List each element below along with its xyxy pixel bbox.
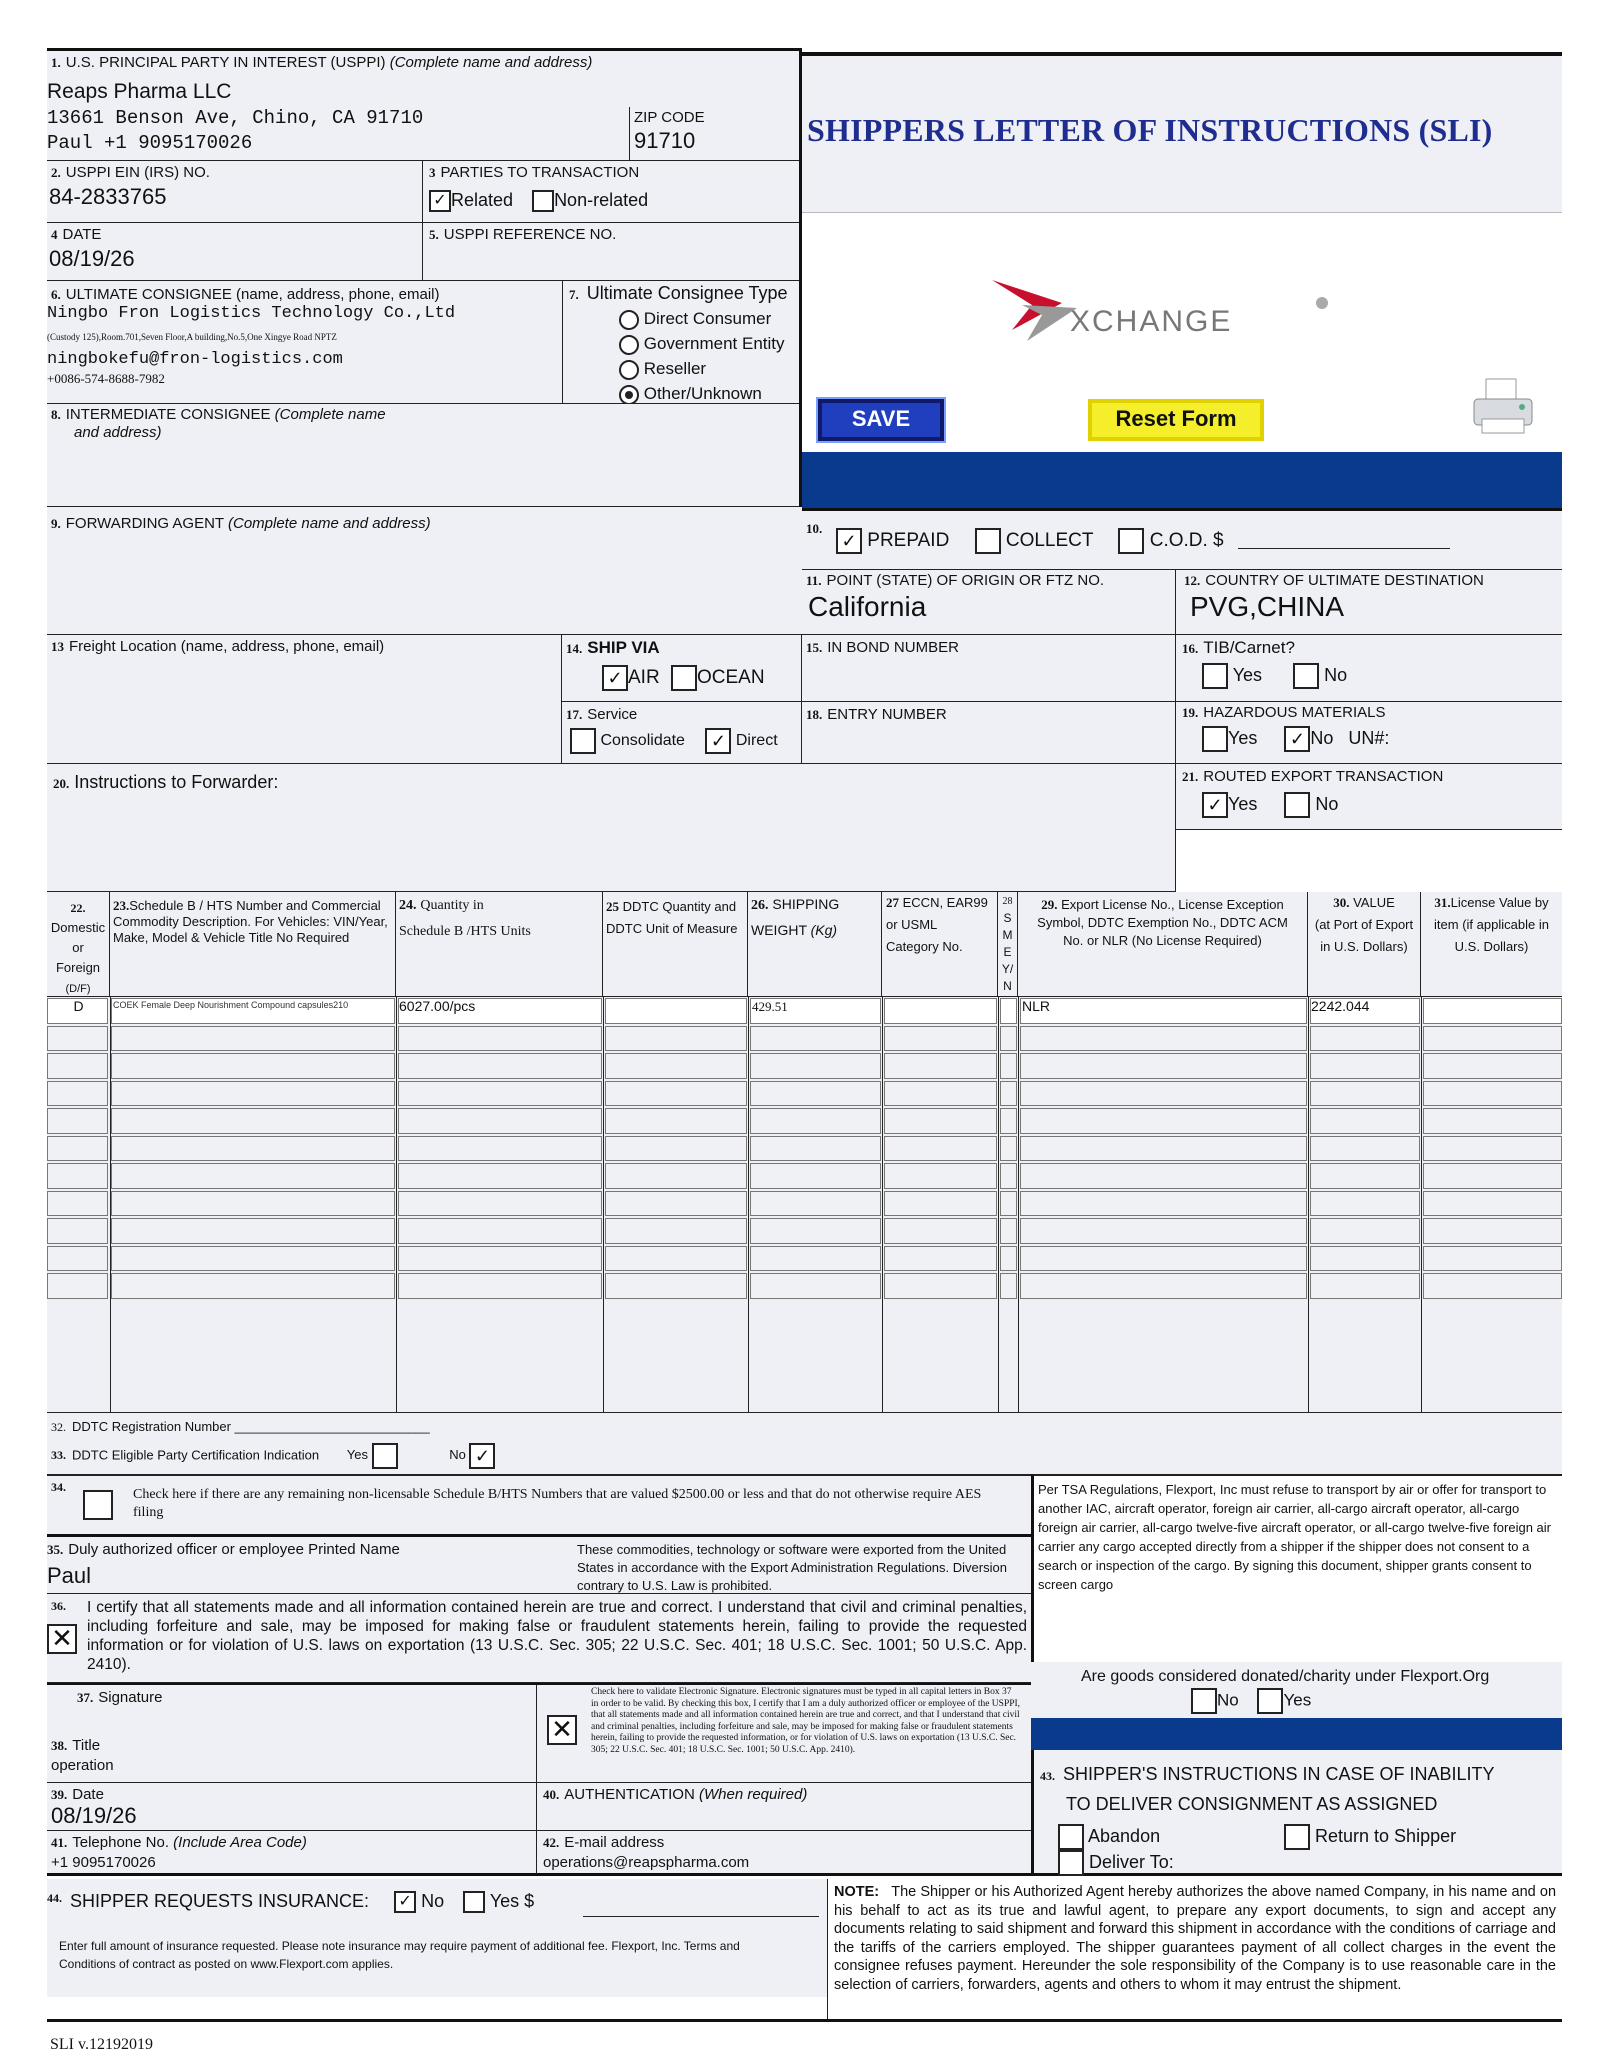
page-title: SHIPPERS LETTER OF INSTRUCTIONS (SLI) [807, 112, 1493, 148]
table-cell[interactable] [750, 1246, 881, 1272]
table-cell[interactable] [750, 1053, 881, 1079]
table-cell[interactable] [1020, 1273, 1307, 1299]
usppi-address[interactable]: 13661 Benson Ave, Chino, CA 91710 [47, 107, 424, 129]
logo-block [802, 212, 1562, 452]
table-cell[interactable] [1020, 1136, 1307, 1162]
table-cell[interactable] [750, 1163, 881, 1189]
table-cell[interactable] [1423, 1081, 1562, 1107]
header-28: 28 S M E Y/ N [998, 892, 1018, 996]
tsa-notice: Per TSA Regulations, Flexport, Inc must refuse to transport by air or offer for transport to another IAC, aircraft operator, foreign air carrier, all-cargo aircraft operator, all-cargo foreign air carrier, all-cargo twelve-five aircraft operator, or all-cargo twelve-five foreign air carrier any cargo accepted directly from a shipper if the shipper does not consent to a search or inspection of the cargo. By signing this document, shipper grants consent to screen cargo [1031, 1474, 1562, 1662]
section-11-origin: 11. POINT (STATE) OF ORIGIN OR FTZ NO. California [802, 570, 1176, 634]
section-9-forwarding-agent: 9. FORWARDING AGENT (Complete name and address) [47, 507, 802, 635]
table-cell[interactable] [111, 1108, 395, 1134]
table-cell[interactable] [605, 1108, 747, 1134]
type-other-unknown[interactable]: Other/Unknown [619, 381, 799, 406]
save-button[interactable]: SAVE [818, 399, 944, 441]
table-cell[interactable] [1423, 1273, 1562, 1299]
table-cell[interactable] [47, 1191, 108, 1217]
table-cell[interactable] [47, 1246, 108, 1272]
row-6-7 [47, 281, 799, 404]
air-checkbox[interactable]: ✓ [602, 665, 628, 691]
section-32-33: 32. DDTC Registration Number ___________________________ 33. DDTC Eligible Party Certification Indication Yes No ✓ [47, 1412, 1562, 1474]
table-cell[interactable] [111, 1163, 395, 1189]
insurance-no-checkbox[interactable]: ✓ [394, 1891, 416, 1913]
deliver-to-checkbox[interactable] [1058, 1850, 1084, 1876]
table-cell[interactable] [1000, 1273, 1017, 1299]
table-cell[interactable] [398, 1218, 602, 1244]
table-cell[interactable] [1310, 1191, 1420, 1217]
row1-quantity[interactable]: 6027.00/pcs [399, 998, 476, 1014]
section-35: 35. Duly authorized officer or employee Printed Name Paul These commodities, technology or software were exported from the United States in accordance with the Export Administration Regulations. Diversion contrary to U.S. Law is prohibited. [47, 1537, 1031, 1594]
radio-reseller[interactable] [619, 360, 639, 380]
email-field[interactable]: operations@reapspharma.com [543, 1854, 750, 1871]
title-block [802, 52, 1562, 212]
table-cell[interactable] [111, 1218, 395, 1244]
donated-no-checkbox[interactable] [1191, 1688, 1217, 1714]
row-11-12 [802, 570, 1562, 635]
section-19-hazardous: 19. HAZARDOUS MATERIALS Yes ✓ No UN#: [1176, 702, 1562, 764]
section-37-38: 37. Signature 38. Title operation [47, 1685, 537, 1782]
phone-field[interactable]: +1 9095170026 [51, 1854, 156, 1871]
table-cell[interactable] [398, 1246, 602, 1272]
table-cell[interactable] [47, 1108, 108, 1134]
table-cell[interactable] [47, 1081, 108, 1107]
table-cell[interactable] [1020, 1026, 1307, 1052]
logo-text: XCHANGE [1070, 305, 1233, 338]
certify-checkbox[interactable]: ✕ [47, 1624, 77, 1654]
table-cell[interactable] [398, 1108, 602, 1134]
table-cell[interactable] [605, 1218, 747, 1244]
row-2-3 [47, 160, 799, 223]
xchange-logo-icon [982, 275, 1082, 345]
table-cell[interactable] [111, 1026, 395, 1052]
row1-value[interactable]: 2242.044 [1311, 998, 1370, 1014]
blue-band-2 [1031, 1718, 1562, 1750]
table-cell[interactable] [398, 1136, 602, 1162]
table-cell[interactable] [884, 1163, 997, 1189]
section-1-usppi: 1. U.S. PRINCIPAL PARTY IN INTEREST (USPPI) (Complete name and address) Reaps Pharma LLC 13661 Benson Ave, Chino, CA 91710 Paul +1 9095170026 ZIP CODE 91710 [47, 48, 799, 160]
table-cell[interactable] [1423, 1163, 1562, 1189]
section-21-routed-export: 21. ROUTED EXPORT TRANSACTION ✓ Yes No [1176, 764, 1562, 830]
zip-box: ZIP CODE 91710 [629, 107, 799, 163]
table-cell[interactable] [1000, 1246, 1017, 1272]
return-to-shipper-checkbox[interactable] [1284, 1824, 1310, 1850]
table-cell[interactable] [111, 1246, 395, 1272]
table-cell[interactable] [884, 1026, 997, 1052]
header-29: 29. Export License No., License Exception Symbol, DDTC Exemption No., DDTC ACM No. or NLR (No License Required) [1018, 892, 1308, 996]
tib-no-checkbox[interactable] [1293, 663, 1319, 689]
insurance-yes-checkbox[interactable] [463, 1891, 485, 1913]
section-16-tib-carnet: 16. TIB/Carnet? Yes No [1176, 635, 1562, 702]
blue-band [802, 452, 1562, 508]
table-cell[interactable] [398, 1163, 602, 1189]
type-direct-consumer[interactable]: Direct Consumer [619, 306, 799, 331]
table-cell[interactable] [884, 1053, 997, 1079]
type-reseller[interactable]: Reseller [619, 356, 799, 381]
table-cell[interactable] [47, 1136, 108, 1162]
origin-field[interactable]: California [808, 591, 927, 622]
table-cell[interactable] [750, 1191, 881, 1217]
section-17-service: 17. Service Consolidate ✓ Direct [562, 702, 802, 764]
donated-charity: Are goods considered donated/charity under Flexport.Org No Yes [1031, 1662, 1562, 1718]
printer-icon[interactable] [1468, 375, 1538, 439]
ein-field[interactable]: 84-2833765 [49, 184, 167, 209]
electronic-signature: ✕ Check here to validate Electronic Signature. Electronic signatures must be typed in all capital letters in Box 37 in order to be valid. By checking this box, I certify that I am a duly authorized officer or employee of the USPPI, that all statements made and all information contained herein are true and correct, and that I understand that civil and criminal penalties, including forfeiture and sale, may be imposed for making false or fraudulent statements herein, failing to provide the requested information, or for violation of U.S. laws on exportation (13 U.S.C. Sec. 305; 22 U.S.C. Sec. 401; 18 U.S.C. Sec. 1001; 50 U.S.C. App. 2410). [537, 1685, 1031, 1782]
table-cell[interactable] [1020, 998, 1307, 1024]
prepaid-checkbox[interactable]: ✓ [836, 528, 862, 554]
table-cell[interactable] [111, 1053, 395, 1079]
header-22: 22. Domestic or Foreign (D/F) [47, 892, 110, 996]
table-cell[interactable] [605, 998, 747, 1024]
table-cell[interactable] [1310, 1163, 1420, 1189]
section-34: 34. Check here if there are any remaining non-licensable Schedule B/HTS Numbers that are valued $2500.00 or less and that do not otherwise require AES filing [47, 1474, 1031, 1537]
hazmat-yes-checkbox[interactable] [1202, 726, 1228, 752]
header-25: 25 DDTC Quantity and DDTC Unit of Measure [603, 892, 748, 996]
section-39-40: 39. Date 08/19/26 40. AUTHENTICATION (When required) [47, 1782, 1031, 1830]
table-cell[interactable] [605, 1026, 747, 1052]
table-cell[interactable] [884, 1191, 997, 1217]
ddtc-no-checkbox[interactable]: ✓ [469, 1443, 495, 1469]
header-23: 23.Schedule B / HTS Number and Commercial Commodity Description. For Vehicles: VIN/Year, Make, Model & Vehicle Title No Required [110, 892, 396, 996]
commodity-table [47, 892, 1562, 1412]
title-field[interactable]: operation [51, 1757, 114, 1774]
table-cell[interactable] [750, 1136, 881, 1162]
routed-yes-checkbox[interactable]: ✓ [1202, 792, 1228, 818]
consignee-email[interactable]: ningbokefu@fron-logistics.com [47, 350, 343, 369]
ddtc-yes-checkbox[interactable] [372, 1443, 398, 1469]
header-30: 30. VALUE (at Port of Export in U.S. Dollars) [1308, 892, 1421, 996]
table-cell[interactable] [1423, 998, 1562, 1024]
sign-date-field[interactable]: 08/19/26 [51, 1803, 137, 1828]
cod-amount-field[interactable] [1238, 547, 1450, 549]
table-cell[interactable] [1020, 1053, 1307, 1079]
date-field[interactable]: 08/19/26 [49, 246, 135, 271]
table-cell[interactable] [750, 1218, 881, 1244]
table-cell[interactable] [1423, 1191, 1562, 1217]
section-44-insurance: $^{44.}$ SHIPPER REQUESTS INSURANCE: ✓ No Yes $ Enter full amount of insurance requested. Please note insurance may require payment of additional fee. Flexport, Inc. Terms and Conditions of contract as posted on www.Flexport.com applies. [47, 1879, 827, 1997]
table-cell[interactable] [1020, 1246, 1307, 1272]
hazmat-no-checkbox[interactable]: ✓ [1284, 726, 1310, 752]
header-26: 26. SHIPPING WEIGHT (Kg) [748, 892, 882, 996]
table-cell[interactable] [1000, 1053, 1017, 1079]
section-41-phone: 41. Telephone No. (Include Area Code) +1 9095170026 [47, 1831, 537, 1874]
abandon-checkbox[interactable] [1058, 1824, 1084, 1850]
table-cell[interactable] [605, 1273, 747, 1299]
table-cell[interactable] [398, 1273, 602, 1299]
table-cell[interactable] [111, 1191, 395, 1217]
routed-no-checkbox[interactable] [1284, 792, 1310, 818]
table-cell[interactable] [884, 998, 997, 1024]
esig-checkbox[interactable]: ✕ [547, 1715, 577, 1745]
table-cell[interactable] [1020, 1163, 1307, 1189]
table-cell[interactable] [1310, 1218, 1420, 1244]
registered-icon [1316, 297, 1328, 309]
table-cell[interactable] [884, 1246, 997, 1272]
table-cell[interactable] [1000, 1218, 1017, 1244]
type-government-entity[interactable]: Government Entity [619, 331, 799, 356]
section-15-in-bond: 15. IN BOND NUMBER [802, 635, 1176, 702]
section-8-intermediate: 8. INTERMEDIATE CONSIGNEE (Complete name and address) [47, 404, 799, 507]
section-12-destination: 12. COUNTRY OF ULTIMATE DESTINATION PVG,CHINA [1180, 570, 1488, 623]
table-cell[interactable] [1423, 1108, 1562, 1134]
table-cell[interactable] [111, 1081, 395, 1107]
section-4-date: 4 DATE 08/19/26 [47, 223, 423, 280]
table-cell[interactable] [1310, 1026, 1420, 1052]
note-block: NOTE: The Shipper or his Authorized Agent hereby authorizes the above named Company, in his name and on his behalf to act as its true and lawful agent, to prepare any export documents, to sign and accept any documents relating to said shipment and forward this shipment in accordance with the conditions of carriage and the tariffs of the carriers employed. The shipper guarantees payment of all collect charges in the event the consignee refuses payment. Hereunder the sole responsibility of the Company is to use reasonable care in the selection of carriers, forwarders, agents and others to whom it may entrust the shipment. [827, 1879, 1562, 2019]
table-cell[interactable] [884, 1108, 997, 1134]
table-cell[interactable] [1000, 998, 1017, 1024]
consolidate-checkbox[interactable] [570, 728, 596, 754]
section-41-42 [47, 1830, 1031, 1876]
table-cell[interactable] [1423, 1026, 1562, 1052]
insurance-amount-field[interactable] [583, 1915, 819, 1917]
radio-government-entity[interactable] [619, 335, 639, 355]
section-2-ein: 2. USPPI EIN (IRS) NO. 84-2833765 [47, 161, 423, 223]
section-3-parties: 3 PARTIES TO TRANSACTION ✓ Related Non-related [429, 161, 648, 212]
section-36-certification: 36. ✕ I certify that all statements made and all information contained herein are true and correct. I understand that civil and criminal penalties, including forfeiture and sale, may be imposed for making false or fraudulent statements herein, failing to provide the requested information or for violation of U.S. laws on exportation (13 U.S.C. Sec. 305; 22 U.S.C. Sec. 401; 18 U.S.C. Sec. 1001; 50 U.S.C. App. 2410). [47, 1594, 1031, 1682]
header-27: 27 ECCN, EAR99 or USML Category No. [882, 892, 998, 996]
table-cell[interactable] [1423, 1053, 1562, 1079]
cod-checkbox[interactable] [1118, 528, 1144, 554]
table-cell[interactable] [47, 1053, 108, 1079]
section-39-date: 39. Date 08/19/26 [47, 1783, 537, 1830]
table-cell[interactable] [605, 1136, 747, 1162]
table-cell[interactable] [111, 1136, 395, 1162]
table-cell[interactable] [1000, 1136, 1017, 1162]
table-cell[interactable] [1000, 1026, 1017, 1052]
section-18-entry-number: 18. ENTRY NUMBER [802, 702, 1176, 764]
zip-field[interactable]: 91710 [634, 128, 696, 153]
table-cell[interactable] [1000, 1191, 1017, 1217]
table-cell[interactable] [750, 1026, 881, 1052]
nonrelated-checkbox[interactable] [532, 190, 554, 212]
header-24: 24. Quantity in Schedule B /HTS Units [396, 892, 603, 996]
table-cell[interactable] [1000, 1108, 1017, 1134]
table-cell[interactable] [47, 1273, 108, 1299]
table-cell[interactable] [884, 1081, 997, 1107]
row1-domestic-foreign[interactable]: D [73, 998, 84, 1014]
section-20-instructions: 20. Instructions to Forwarder: [47, 764, 1176, 892]
table-cell[interactable] [1020, 1108, 1307, 1134]
table-cell[interactable] [1020, 1218, 1307, 1244]
table-cell[interactable] [1000, 1081, 1017, 1107]
table-cell[interactable] [398, 1053, 602, 1079]
table-cell[interactable] [1423, 1136, 1562, 1162]
table-cell[interactable] [750, 1108, 881, 1134]
header-31: 31.License Value by item (if applicable in U.S. Dollars) [1434, 895, 1549, 954]
section-5-reference: 5. USPPI REFERENCE NO. [429, 226, 617, 243]
section-43-inability: 43. SHIPPER'S INSTRUCTIONS IN CASE OF INABILITY TO DELIVER CONSIGNMENT AS ASSIGNED Abandon Return to Shipper Deliver To: [1031, 1750, 1562, 1876]
table-cell[interactable] [1020, 1081, 1307, 1107]
table-cell[interactable] [750, 1081, 881, 1107]
consignee-phone[interactable]: +0086-574-8688-7982 [47, 371, 165, 386]
printed-name-field[interactable]: Paul [47, 1563, 92, 1588]
table-cell[interactable] [1423, 1218, 1562, 1244]
section-42-email: 42. E-mail address operations@reapspharma.com [543, 1834, 750, 1871]
table-cell[interactable] [1310, 1136, 1420, 1162]
row1-license[interactable]: NLR [1022, 998, 1051, 1014]
table-cell[interactable] [1310, 1108, 1420, 1134]
collect-checkbox[interactable] [975, 528, 1001, 554]
row-4-5 [47, 223, 799, 281]
row1-weight[interactable]: 429.51 [752, 999, 788, 1014]
table-cell[interactable] [1000, 1163, 1017, 1189]
table-cell[interactable] [750, 1273, 881, 1299]
destination-field[interactable]: PVG,CHINA [1190, 591, 1345, 622]
version-label: SLI v.12192019 [50, 2036, 153, 2053]
table-cell[interactable] [1310, 1081, 1420, 1107]
table-cell[interactable] [605, 1191, 747, 1217]
usppi-contact[interactable]: Paul +1 9095170026 [47, 132, 253, 154]
section-7-consignee-type: 7. Ultimate Consignee Type Direct Consumer Government Entity Reseller Other/Unknown [569, 281, 799, 406]
table-cell[interactable] [398, 1081, 602, 1107]
radio-direct-consumer[interactable] [619, 310, 639, 330]
table-cell[interactable] [398, 1026, 602, 1052]
section-13-freight-location: 13 Freight Location (name, address, phone, email) [47, 635, 562, 764]
table-cell[interactable] [1020, 1191, 1307, 1217]
signature-field[interactable] [47, 1707, 537, 1729]
table-cell[interactable] [605, 1053, 747, 1079]
row1-description[interactable]: COEK Female Deep Nourishment Compound capsules210 [113, 1000, 349, 1010]
consignee-name[interactable]: Ningbo Fron Logistics Technology Co.,Ltd [47, 304, 456, 323]
table-cell[interactable] [398, 1191, 602, 1217]
section-14-ship-via: 14. SHIP VIA ✓ AIR OCEAN [562, 635, 802, 702]
table-cell[interactable] [884, 1136, 997, 1162]
radio-other-unknown[interactable] [619, 385, 639, 405]
reset-form-button[interactable]: Reset Form [1088, 399, 1264, 441]
table-cell[interactable] [1423, 1246, 1562, 1272]
section-6-consignee: 6. ULTIMATE CONSIGNEE (name, address, phone, email) Ningbo Fron Logistics Technology Co.,Ltd (Custody 125),Room.701,Seven Floor,A building,No.5,One Xingye Road NPTZ ningbokefu@fron-logistics.com +0086-574-8688-7982 [47, 281, 563, 403]
ocean-checkbox[interactable] [671, 665, 697, 691]
table-cell[interactable] [1310, 1273, 1420, 1299]
table-cell[interactable] [884, 1273, 997, 1299]
section-10-payment: 10. ✓ PREPAID COLLECT C.O.D. $ [802, 511, 1562, 570]
donated-yes-checkbox[interactable] [1257, 1688, 1283, 1714]
table-cell[interactable] [1310, 1053, 1420, 1079]
table-cell[interactable] [605, 1081, 747, 1107]
aes-exempt-checkbox[interactable] [83, 1490, 113, 1520]
tib-yes-checkbox[interactable] [1202, 663, 1228, 689]
related-checkbox[interactable]: ✓ [429, 190, 451, 212]
consignee-address[interactable]: (Custody 125),Room.701,Seven Floor,A building,No.5,One Xingye Road NPTZ [47, 332, 337, 342]
table-cell[interactable] [47, 1026, 108, 1052]
table-cell[interactable] [111, 1273, 395, 1299]
usppi-name[interactable]: Reaps Pharma LLC [47, 80, 232, 103]
table-cell[interactable] [605, 1246, 747, 1272]
table-cell[interactable] [47, 1218, 108, 1244]
table-cell[interactable] [1310, 1246, 1420, 1272]
table-cell[interactable] [605, 1163, 747, 1189]
direct-checkbox[interactable]: ✓ [705, 728, 731, 754]
table-cell[interactable] [47, 1163, 108, 1189]
table-cell[interactable] [884, 1218, 997, 1244]
